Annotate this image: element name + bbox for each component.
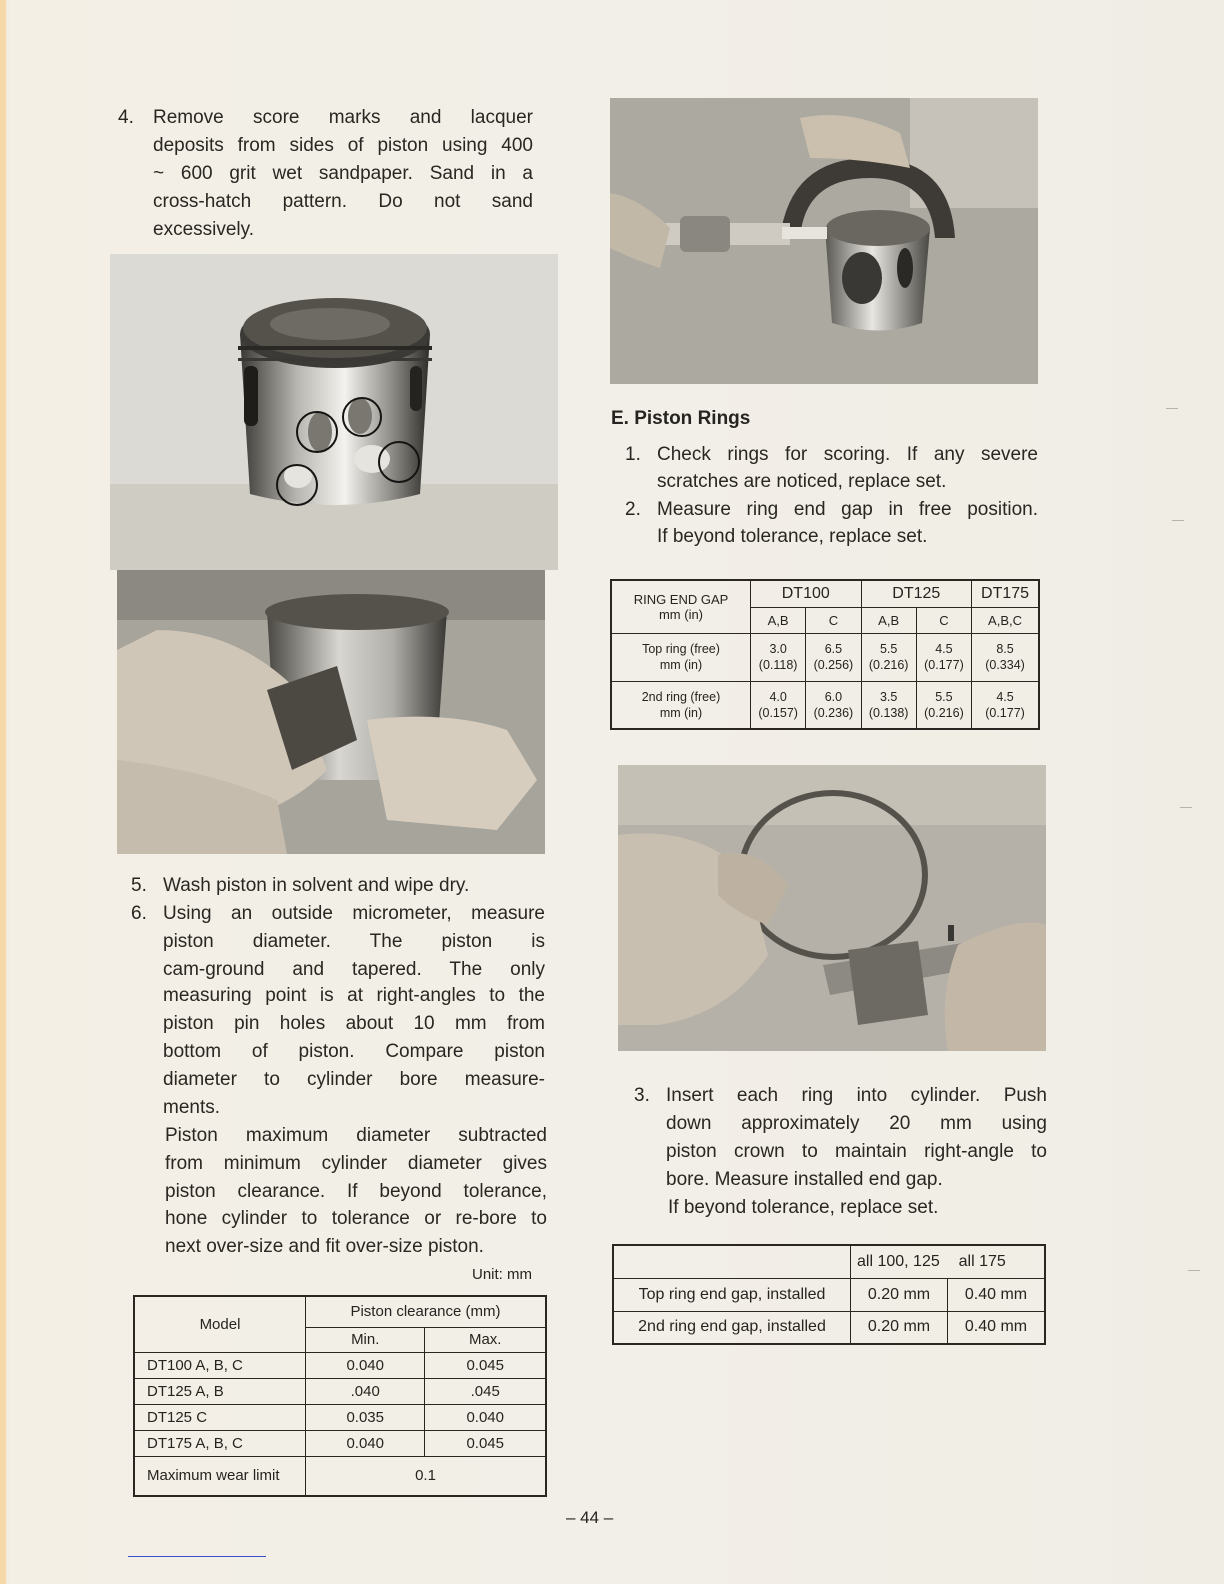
table-row <box>134 1352 546 1378</box>
step6-line-10: from minimum cylinder diameter gives <box>165 1153 547 1174</box>
ring-row-unit: mm (in) <box>659 705 703 720</box>
gap-in: (0.118) <box>758 658 798 672</box>
table-row <box>613 1278 1045 1311</box>
max-cell: 0.045 <box>425 1430 546 1456</box>
gap-mm: 8.5 <box>996 642 1014 656</box>
step6-line-12: hone cylinder to tolerance or re-bore to <box>165 1208 547 1229</box>
gap-in: (0.256) <box>813 658 854 672</box>
max-header: Max. <box>425 1327 546 1352</box>
table-row <box>613 1311 1045 1344</box>
step6-line-6: bottom of piston. Compare piston <box>163 1041 545 1062</box>
page-number: – 44 – <box>566 1508 614 1527</box>
model-dt100: DT100 <box>751 580 862 607</box>
min-cell: 0.040 <box>306 1352 425 1378</box>
max-cell: 0.045 <box>425 1352 546 1378</box>
installed-value: 0.40 mm <box>948 1311 1046 1344</box>
ring-gap-header-label: RING END GAP <box>633 591 729 607</box>
ring-item3-line-3: piston crown to maintain right-angle to <box>666 1141 1047 1162</box>
micrometer-photo <box>610 98 1038 384</box>
gap-mm: 6.5 <box>824 642 843 656</box>
ring-row-unit: mm (in) <box>659 658 703 672</box>
table-row <box>611 681 1039 729</box>
wear-limit-label: Maximum wear limit <box>134 1456 306 1496</box>
unit-label: Unit: mm <box>472 1266 532 1283</box>
ring-item1-line-1: Check rings for scoring. If any severe <box>657 444 1038 465</box>
edge-mark <box>1188 1270 1200 1271</box>
gap-mm: 3.5 <box>879 689 898 704</box>
step6-line-5: piston pin holes about 10 mm from <box>163 1013 545 1034</box>
piston-clearance-table <box>133 1295 547 1497</box>
step6-line-13: next over-size and fit over-size piston. <box>165 1236 484 1257</box>
model-cell: DT125 A, B <box>134 1378 306 1404</box>
ring-item3-line-4: bore. Measure installed end gap. <box>666 1169 943 1190</box>
step6-line-1: Using an outside micrometer, measure <box>163 903 545 924</box>
gap-in: (0.216) <box>924 705 964 720</box>
min-cell: 0.035 <box>306 1404 425 1430</box>
installed-value: 0.40 mm <box>948 1278 1046 1311</box>
gap-mm: 6.0 <box>824 689 843 704</box>
installed-row-label: 2nd ring end gap, installed <box>613 1311 851 1344</box>
step6-line-2: piston diameter. The piston is <box>163 931 545 952</box>
max-cell: 0.040 <box>425 1404 546 1430</box>
model-cell: DT100 A, B, C <box>134 1352 306 1378</box>
ring-row-label: 2nd ring (free) <box>641 689 721 704</box>
ring-item2-number: 2. <box>625 499 641 520</box>
ring-item3-number: 3. <box>634 1085 650 1106</box>
variant-cell: A,B <box>861 607 916 633</box>
ring-item2-line-1: Measure ring end gap in free position. <box>657 499 1038 520</box>
step6-line-9: Piston maximum diameter subtracted <box>165 1125 547 1146</box>
gap-mm: 4.5 <box>935 642 953 656</box>
table-row <box>134 1404 546 1430</box>
max-cell: .045 <box>425 1378 546 1404</box>
ring-gap-header-unit: mm (in) <box>658 606 704 622</box>
ring-row-label: Top ring (free) <box>642 642 720 656</box>
clearance-header: Piston clearance (mm) <box>306 1296 547 1327</box>
step4-line-4: cross-hatch pattern. Do not sand <box>153 191 533 212</box>
gap-mm: 4.0 <box>769 689 787 704</box>
ring-item2-line-2: If beyond tolerance, replace set. <box>657 526 928 547</box>
section-e-heading: E. Piston Rings <box>611 408 751 429</box>
model-header: Model <box>134 1296 306 1352</box>
gap-in: (0.138) <box>868 705 909 720</box>
variant-cell: A,B <box>751 607 806 633</box>
min-cell: 0.040 <box>306 1430 425 1456</box>
edge-mark <box>1172 520 1184 521</box>
gap-mm: 4.5 <box>996 689 1014 704</box>
edge-mark <box>1180 807 1192 808</box>
step6-line-8: ments. <box>163 1097 221 1118</box>
step4-line-3: ~ 600 grit wet sandpaper. Sand in a <box>153 163 533 184</box>
step4-line-5: excessively. <box>153 219 255 240</box>
ring-caliper-photo <box>618 765 1046 1051</box>
ring-item3-line-2: down approximately 20 mm using <box>666 1113 1047 1134</box>
gap-in: (0.216) <box>868 658 909 672</box>
variant-cell: C <box>806 607 861 633</box>
piston-photo <box>110 254 558 570</box>
gap-mm: 3.0 <box>769 642 787 656</box>
step6-line-7: diameter to cylinder bore measure- <box>163 1069 545 1090</box>
step6-line-11: piston clearance. If beyond tolerance, <box>165 1181 547 1202</box>
model-dt125: DT125 <box>861 580 972 607</box>
link-underline <box>128 1556 266 1557</box>
gap-in: (0.236) <box>813 705 854 720</box>
step4-line-1: Remove score marks and lacquer <box>153 107 533 128</box>
model-dt175: DT175 <box>972 580 1039 607</box>
gap-in: (0.177) <box>924 658 964 672</box>
ring-item1-number: 1. <box>625 444 641 465</box>
min-header: Min. <box>306 1327 425 1352</box>
gap-in: (0.334) <box>985 658 1025 672</box>
edge-mark <box>1166 408 1178 409</box>
step4-number: 4. <box>118 107 134 128</box>
ring-end-gap-table <box>610 579 1040 730</box>
variant-cell: C <box>916 607 971 633</box>
variant-cell: A,B,C <box>972 607 1039 633</box>
step6-line-3: cam-ground and tapered. The only <box>163 959 545 980</box>
min-cell: .040 <box>306 1378 425 1404</box>
gap-in: (0.177) <box>985 705 1025 720</box>
step5-text: Wash piston in solvent and wipe dry. <box>163 875 470 896</box>
ring-item3-line-1: Insert each ring into cylinder. Push <box>666 1085 1047 1106</box>
model-cell: DT125 C <box>134 1404 306 1430</box>
page-edge <box>0 0 6 1584</box>
installed-value: 0.20 mm <box>851 1311 948 1344</box>
installed-col2-header: all 175 <box>958 1252 1006 1270</box>
step6-line-4: measuring point is at right-angles to the <box>163 985 545 1006</box>
sanding-photo <box>117 570 545 854</box>
gap-in: (0.157) <box>758 705 798 720</box>
wear-limit-value: 0.1 <box>306 1456 547 1496</box>
installed-row-label: Top ring end gap, installed <box>613 1278 851 1311</box>
table-row <box>134 1456 546 1496</box>
table-row <box>611 633 1039 681</box>
step6-number: 6. <box>131 903 147 924</box>
ring-item1-line-2: scratches are noticed, replace set. <box>657 471 947 492</box>
installed-gap-table <box>612 1244 1046 1345</box>
table-row <box>134 1378 546 1404</box>
step4-line-2: deposits from sides of piston using 400 <box>153 135 533 156</box>
gap-mm: 5.5 <box>935 689 953 704</box>
step5-number: 5. <box>131 875 147 896</box>
table-row <box>134 1430 546 1456</box>
model-cell: DT175 A, B, C <box>134 1430 306 1456</box>
installed-value: 0.20 mm <box>851 1278 948 1311</box>
gap-mm: 5.5 <box>879 642 898 656</box>
ring-item3-line-5: If beyond tolerance, replace set. <box>668 1197 939 1218</box>
installed-col1-header: all 100, 125 <box>857 1252 940 1270</box>
